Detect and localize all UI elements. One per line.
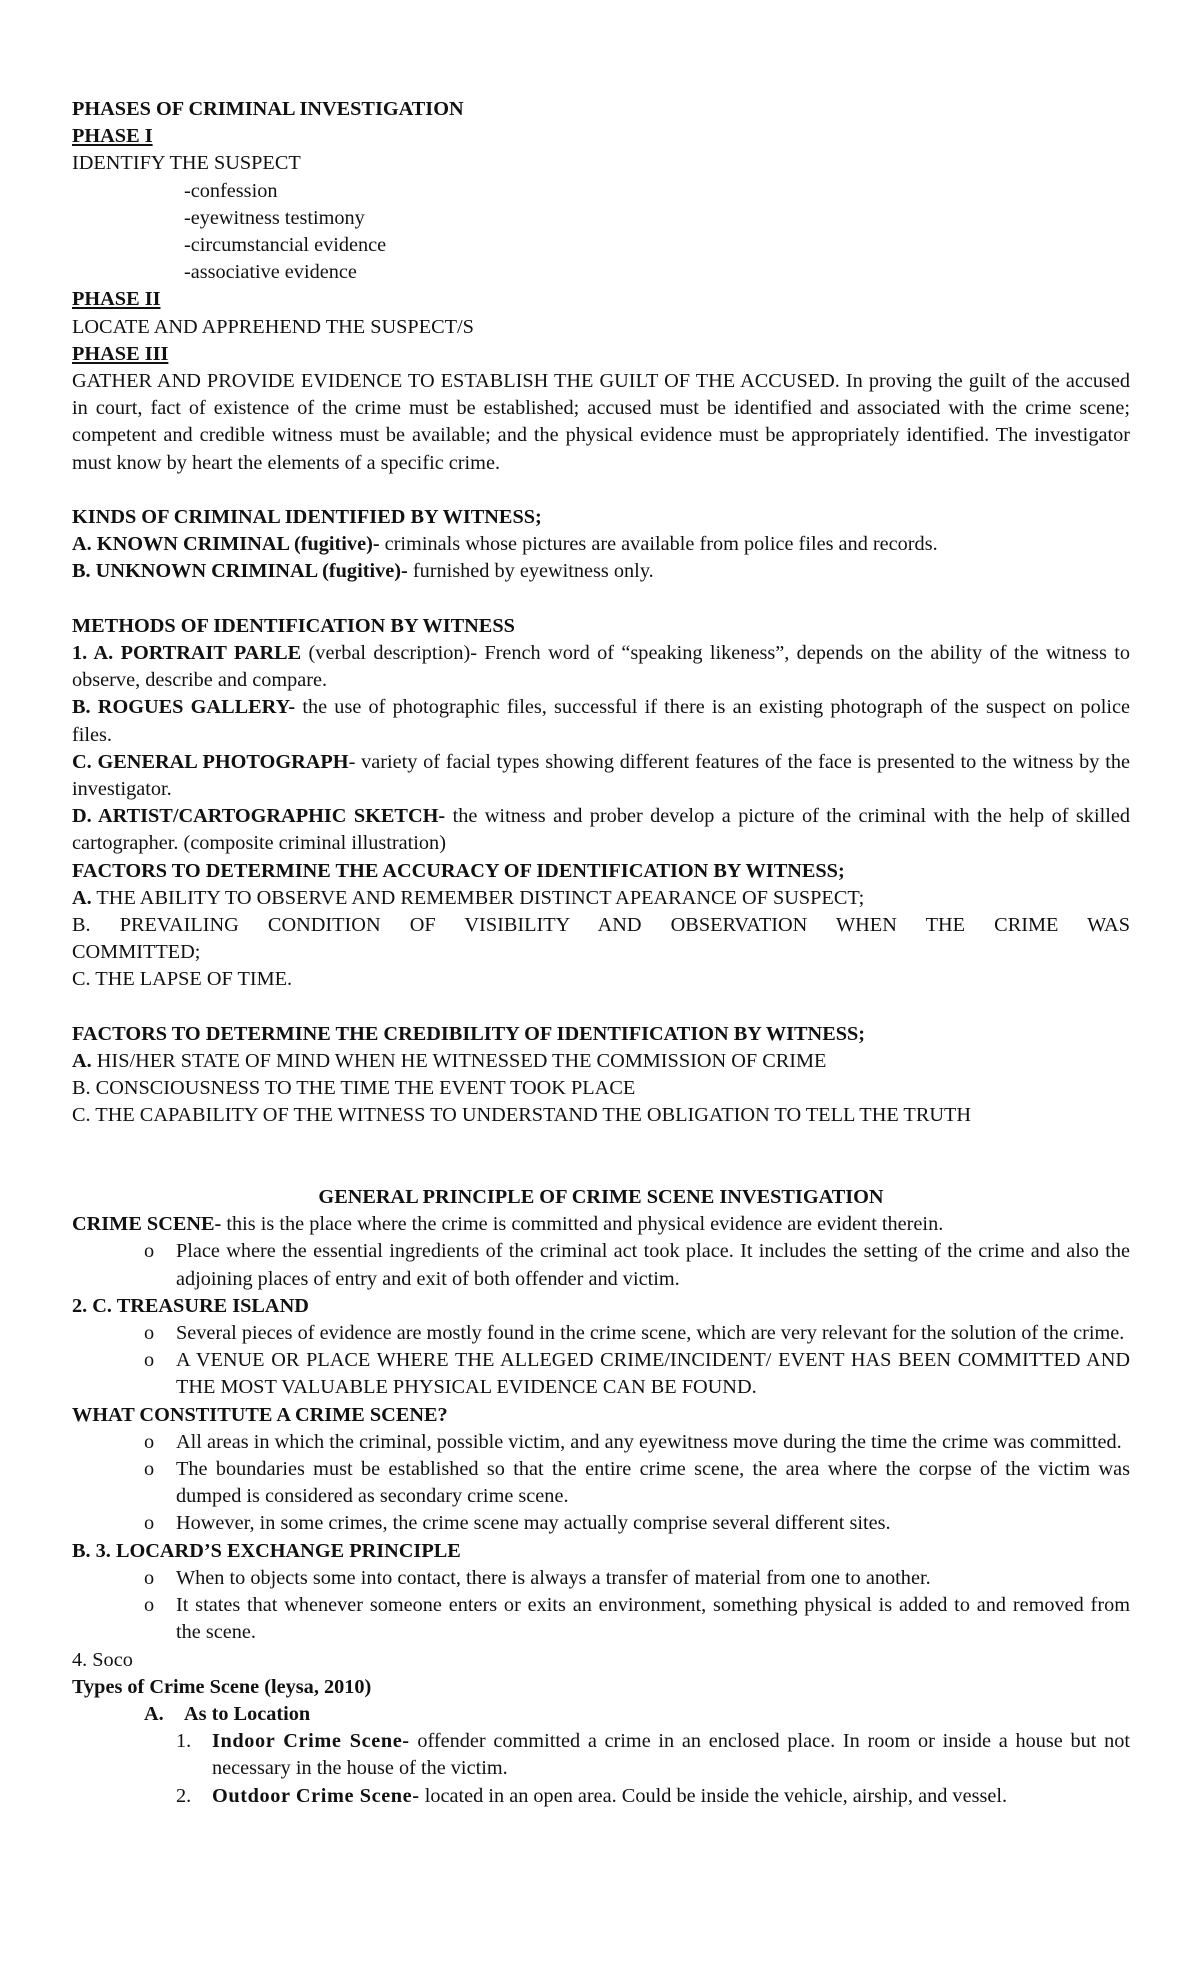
crime-scene-text: this is the place where the crime is committed and physical evidence are evident therein. [221, 1213, 944, 1236]
methods-b-text: the use of photographic files, successful if there is an existing photograph of the suspect on police files. [72, 696, 1130, 746]
phase-1-heading: IDENTIFY THE SUSPECT [72, 152, 301, 175]
general-title: GENERAL PRINCIPLE OF CRIME SCENE INVESTIGATION [318, 1186, 884, 1209]
list-item [72, 1238, 1130, 1292]
crime-scene-label: CRIME SCENE- [72, 1213, 222, 1236]
accuracy-title: FACTORS TO DETERMINE THE ACCURACY OF IDENTIFICATION BY WITNESS; [72, 859, 845, 882]
credibility-item-b: B. CONSCIOUSNESS TO THE TIME THE EVENT TOOK PLACE [72, 1077, 636, 1100]
list-item-number: 2. [176, 1784, 192, 1807]
list-item-text: It states that whenever someone enters or exits an environment, something physical is added to and removed from the scene. [176, 1594, 1130, 1644]
kinds-b-label: B. UNKNOWN CRIMINAL (fugitive)- [72, 560, 408, 583]
list-item-text: The boundaries must be established so that the entire crime scene, the area where the corpse of the victim was dumped is considered as secondary crime scene. [176, 1458, 1130, 1508]
methods-c-label: C. GENERAL PHOTOGRAPH [72, 750, 349, 773]
constitute-title: WHAT CONSTITUTE A CRIME SCENE? [72, 1403, 448, 1426]
methods-item-a [72, 640, 1130, 694]
outdoor-label: Outdoor Crime Scene- [212, 1784, 420, 1807]
list-item [72, 1510, 1130, 1537]
phase-2-heading: LOCATE AND APPREHEND THE SUSPECT/S [72, 315, 474, 338]
phase-2-label: PHASE II [72, 288, 161, 311]
accuracy-a-text: THE ABILITY TO OBSERVE AND REMEMBER DISTINCT APEARANCE OF SUSPECT; [91, 886, 865, 909]
kinds-b-text: furnished by eyewitness only. [407, 560, 654, 583]
credibility-item-c: C. THE CAPABILITY OF THE WITNESS TO UNDERSTAND THE OBLIGATION TO TELL THE TRUTH [72, 1104, 972, 1127]
bullet-icon: o [144, 1512, 155, 1535]
kinds-a-label: A. KNOWN CRIMINAL (fugitive)- [72, 533, 380, 556]
soco-line: 4. Soco [72, 1648, 133, 1671]
phase-1-label: PHASE I [72, 125, 153, 148]
phase-1-item: -confession [184, 179, 278, 202]
location-heading [72, 1701, 1130, 1728]
types-title: Types of Crime Scene (leysa, 2010) [72, 1675, 372, 1698]
phase-1-item: -circumstancial evidence [184, 234, 387, 257]
list-item [72, 1592, 1130, 1646]
methods-d-text: the witness and prober develop a picture of the criminal with the help of skilled cartographer. (composite criminal illustration) [72, 805, 1130, 855]
spacer [72, 1157, 1130, 1184]
phase-1-item: -eyewitness testimony [184, 206, 365, 229]
list-item-text: Several pieces of evidence are mostly found in the crime scene, which are very relevant for the solution of the crime. [176, 1322, 1125, 1345]
methods-item-b [72, 694, 1130, 748]
kinds-item-b [72, 558, 1130, 585]
list-item-text: When to objects some into contact, there is always a transfer of material from one to another. [176, 1566, 931, 1589]
list-item [72, 1347, 1130, 1401]
credibility-a-label: A. [72, 1050, 92, 1073]
list-item [72, 1456, 1130, 1510]
credibility-title: FACTORS TO DETERMINE THE CREDIBILITY OF IDENTIFICATION BY WITNESS; [72, 1022, 866, 1045]
kinds-a-text: criminals whose pictures are available from police files and records. [379, 533, 938, 556]
spacer [72, 477, 1130, 504]
methods-d-label: D. ARTIST/CARTOGRAPHIC SKETCH- [72, 805, 446, 828]
phase-1-item: -associative evidence [184, 261, 357, 284]
bullet-icon: o [144, 1430, 155, 1453]
list-item-text [212, 1783, 1130, 1810]
list-item [72, 1320, 1130, 1347]
accuracy-item-b-line1: B. PREVAILING CONDITION OF VISIBILITY AND OBSERVATION WHEN THE CRIME WAS [72, 914, 1130, 937]
spacer [72, 1130, 1130, 1157]
bullet-icon: o [144, 1349, 155, 1372]
indoor-label: Indoor Crime Scene- [212, 1730, 410, 1753]
bullet-icon: o [144, 1594, 155, 1617]
location-title: As to Location [184, 1702, 311, 1725]
methods-item-c [72, 749, 1130, 803]
methods-b-label: B. ROGUES GALLERY- [72, 696, 296, 719]
bullet-icon: o [144, 1322, 155, 1345]
list-item-number: 1. [176, 1730, 192, 1753]
kinds-item-a [72, 531, 1130, 558]
list-item-text: All areas in which the criminal, possible victim, and any eyewitness move during the time the crime was committed. [176, 1430, 1122, 1453]
outdoor-text: located in an open area. Could be inside the vehicle, airship, and vessel. [419, 1784, 1008, 1807]
methods-title: METHODS OF IDENTIFICATION BY WITNESS [72, 614, 515, 637]
crime-scene-definition [72, 1211, 1130, 1238]
accuracy-item-c: C. THE LAPSE OF TIME. [72, 968, 293, 991]
spacer [72, 586, 1130, 613]
phase-3-paragraph: GATHER AND PROVIDE EVIDENCE TO ESTABLISH THE GUILT OF THE ACCUSED. In proving the guilt of the accused in court, fact of existence of the crime must be established; accused must be identified and associated with the crime scene; competent and credible witness must be available; and the physical evidence must be appropriately identified. The investigator must know by heart the elements of a specific crime. [72, 370, 1130, 474]
methods-c-text: - variety of facial types showing different features of the face is presented to the witness by the investigator. [72, 750, 1130, 801]
list-item-text [212, 1728, 1130, 1782]
document-page [72, 96, 1130, 1810]
list-item-text: A VENUE OR PLACE WHERE THE ALLEGED CRIME/INCIDENT/ EVENT HAS BEEN COMMITTED AND THE MOST VALUABLE PHYSICAL EVIDENCE CAN BE FOUND. [176, 1349, 1130, 1399]
methods-a-text: (verbal description)- French word of “speaking likeness”, depends on the ability of the witness to observe, describe and compare. [72, 642, 1130, 692]
list-item-text: Place where the essential ingredients of the criminal act took place. It includes the setting of the crime and also the adjoining places of entry and exit of both offender and victim. [176, 1240, 1130, 1290]
locard-title: B. 3. LOCARD’S EXCHANGE PRINCIPLE [72, 1539, 461, 1562]
indoor-text: offender committed a crime in an enclosed place. In room or inside a house but not necessary in the house of the victim. [212, 1730, 1131, 1780]
kinds-title: KINDS OF CRIMINAL IDENTIFIED BY WITNESS; [72, 506, 542, 529]
list-item-text: However, in some crimes, the crime scene may actually comprise several different sites. [176, 1512, 891, 1535]
accuracy-a-label: A. [72, 886, 92, 909]
treasure-title: 2. C. TREASURE ISLAND [72, 1294, 309, 1317]
accuracy-item-a [72, 885, 1130, 912]
bullet-icon: o [144, 1458, 155, 1481]
list-item [72, 1728, 1130, 1782]
phase-3-label: PHASE III [72, 342, 169, 365]
location-label: A. [144, 1702, 164, 1725]
spacer [72, 994, 1130, 1021]
bullet-icon: o [144, 1240, 155, 1263]
list-item [72, 1565, 1130, 1592]
bullet-icon: o [144, 1566, 155, 1589]
methods-a-label: 1. A. PORTRAIT PARLE [72, 642, 302, 665]
phases-title: PHASES OF CRIMINAL INVESTIGATION [72, 98, 464, 120]
methods-item-d [72, 803, 1130, 857]
list-item [72, 1783, 1130, 1810]
list-item [72, 1429, 1130, 1456]
credibility-a-text: HIS/HER STATE OF MIND WHEN HE WITNESSED THE COMMISSION OF CRIME [91, 1050, 827, 1073]
credibility-item-a [72, 1048, 1130, 1075]
accuracy-item-b-line2: COMMITTED; [72, 941, 201, 964]
